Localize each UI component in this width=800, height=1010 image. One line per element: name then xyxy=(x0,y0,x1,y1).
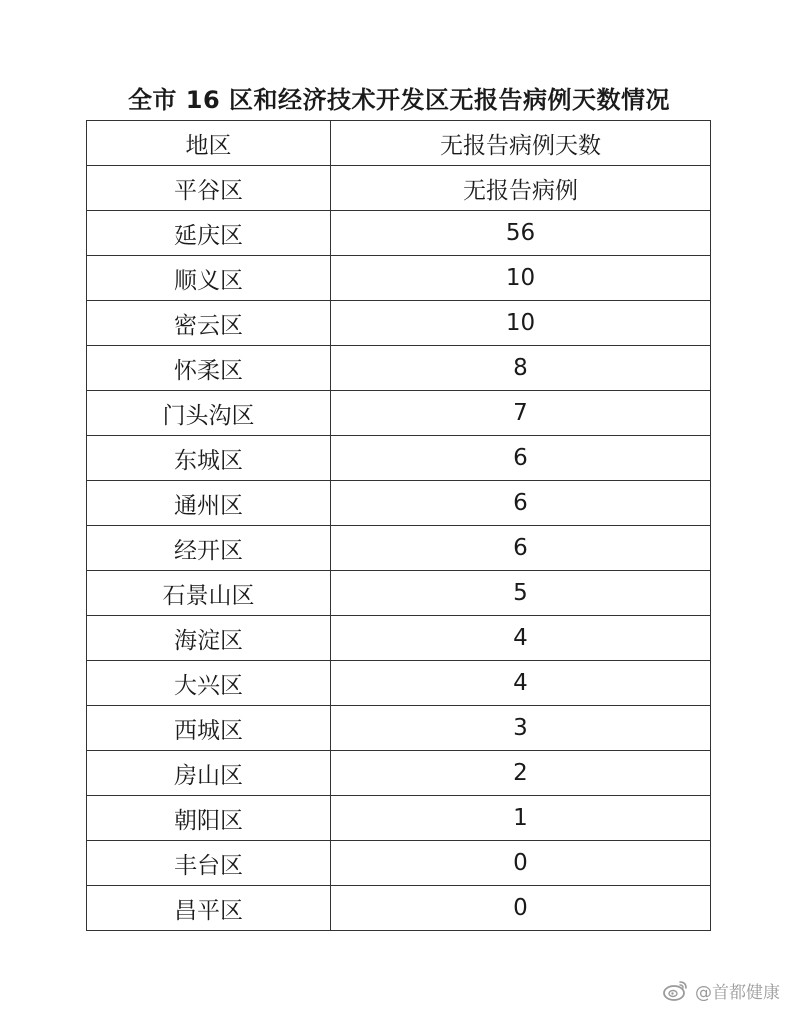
cell-days: 56 xyxy=(331,211,711,256)
header-days: 无报告病例天数 xyxy=(331,121,711,166)
table-row xyxy=(87,706,711,751)
cell-area: 东城区 xyxy=(87,436,331,481)
table-row xyxy=(87,796,711,841)
cell-days: 1 xyxy=(331,796,711,841)
table-row xyxy=(87,751,711,796)
cell-area: 房山区 xyxy=(87,751,331,796)
cell-days: 4 xyxy=(331,661,711,706)
table-row xyxy=(87,841,711,886)
cell-area: 怀柔区 xyxy=(87,346,331,391)
cell-days: 6 xyxy=(331,526,711,571)
table-row xyxy=(87,886,711,931)
cell-days: 3 xyxy=(331,706,711,751)
table-row xyxy=(87,526,711,571)
cell-days: 无报告病例 xyxy=(331,166,711,211)
watermark-text: @首都健康 xyxy=(695,982,780,1003)
weibo-icon xyxy=(663,979,689,1001)
cell-days: 2 xyxy=(331,751,711,796)
table-row xyxy=(87,391,711,436)
cell-area: 延庆区 xyxy=(87,211,331,256)
cell-area: 平谷区 xyxy=(87,166,331,211)
cell-area: 西城区 xyxy=(87,706,331,751)
cell-days: 0 xyxy=(331,886,711,931)
cell-days: 6 xyxy=(331,481,711,526)
cell-area: 大兴区 xyxy=(87,661,331,706)
header-area: 地区 xyxy=(87,121,331,166)
table-row xyxy=(87,661,711,706)
cell-days: 10 xyxy=(331,301,711,346)
table-row xyxy=(87,301,711,346)
cell-days: 8 xyxy=(331,346,711,391)
table-row xyxy=(87,211,711,256)
cell-area: 丰台区 xyxy=(87,841,331,886)
cell-area: 密云区 xyxy=(87,301,331,346)
table-body xyxy=(87,121,711,931)
cell-area: 通州区 xyxy=(87,481,331,526)
table-row xyxy=(87,346,711,391)
cell-days: 6 xyxy=(331,436,711,481)
cell-area: 经开区 xyxy=(87,526,331,571)
cell-days: 10 xyxy=(331,256,711,301)
cell-area: 海淀区 xyxy=(87,616,331,661)
cell-area: 门头沟区 xyxy=(87,391,331,436)
cell-area: 顺义区 xyxy=(87,256,331,301)
table-row xyxy=(87,616,711,661)
cell-area: 朝阳区 xyxy=(87,796,331,841)
table-header-row xyxy=(87,121,711,166)
table-row xyxy=(87,256,711,301)
watermark xyxy=(663,978,780,1002)
cell-days: 7 xyxy=(331,391,711,436)
table-row xyxy=(87,571,711,616)
cell-days: 0 xyxy=(331,841,711,886)
page-title: 全市 16 区和经济技术开发区无报告病例天数情况 xyxy=(127,86,671,114)
cell-area: 石景山区 xyxy=(87,571,331,616)
cell-days: 4 xyxy=(331,616,711,661)
no-case-days-table xyxy=(86,120,711,931)
cell-area: 昌平区 xyxy=(87,886,331,931)
table-row xyxy=(87,166,711,211)
table-row xyxy=(87,481,711,526)
cell-days: 5 xyxy=(331,571,711,616)
table-row xyxy=(87,436,711,481)
